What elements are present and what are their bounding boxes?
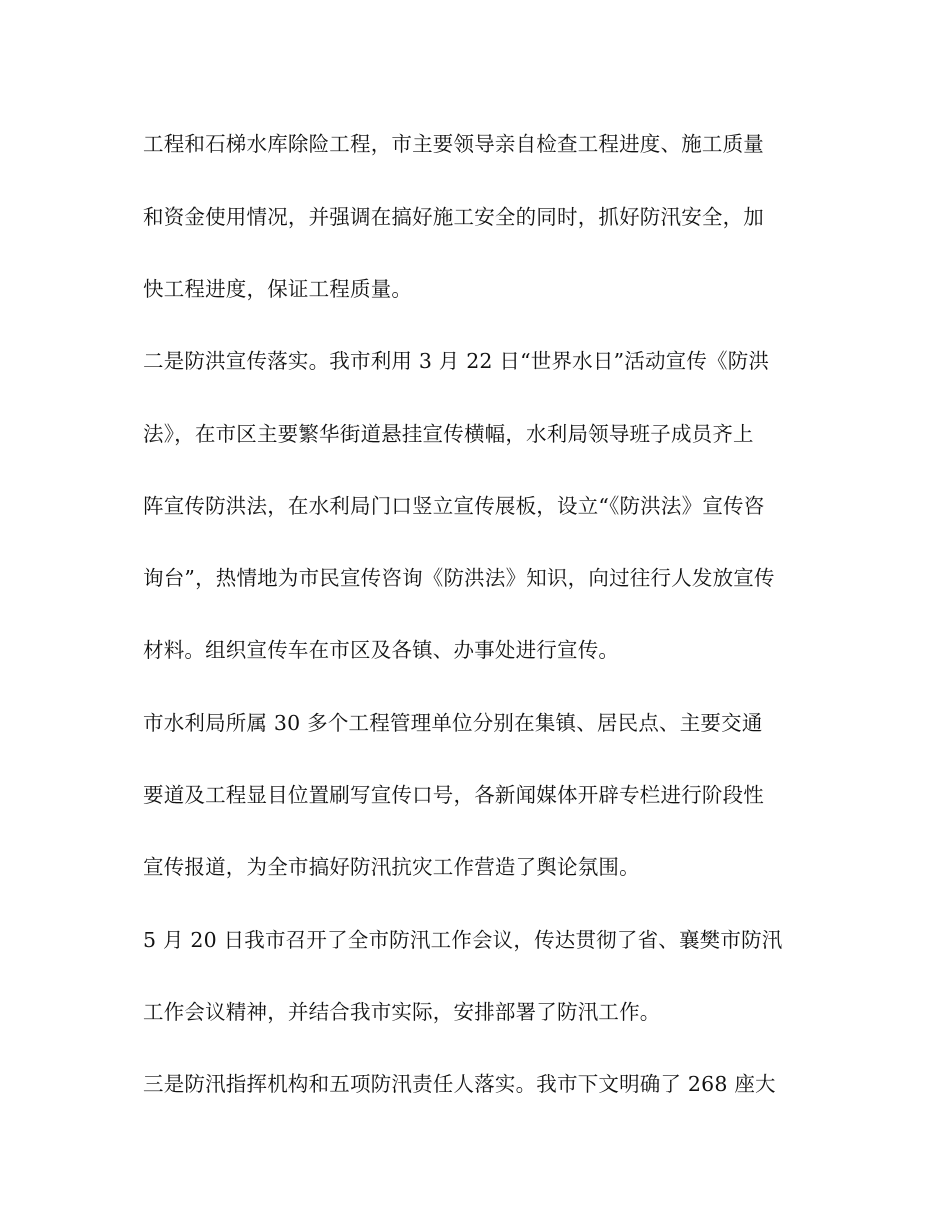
text-line-14: 三是防汛指挥机构和五项防汛责任人落实。我市下文明确了 268 座大	[143, 1072, 776, 1096]
text-line-6: 阵宣传防洪法，在水利局门口竖立宣传展板，设立“《防洪法》宣传咨	[143, 494, 765, 518]
text-line-7: 询台”，热情地为市民宣传咨询《防洪法》知识，向过往行人发放宣传	[143, 566, 775, 590]
text-line-12: 5 月 20 日我市召开了全市防汛工作会议，传达贯彻了省、襄樊市防汛	[143, 928, 783, 952]
text-line-10: 要道及工程显目位置刷写宣传口号，各新闻媒体开辟专栏进行阶段性	[143, 783, 764, 807]
text-line-11: 宣传报道，为全市搞好防汛抗灾工作营造了舆论氛围。	[143, 855, 640, 879]
text-line-2: 和资金使用情况，并强调在搞好施工安全的同时，抓好防汛安全，加	[143, 205, 764, 229]
text-line-5: 法》，在市区主要繁华街道悬挂宣传横幅，水利局领导班子成员齐上	[143, 422, 754, 446]
text-line-9: 市水利局所属 30 多个工程管理单位分别在集镇、居民点、主要交通	[143, 711, 763, 735]
text-line-13: 工作会议精神，并结合我市实际，安排部署了防汛工作。	[143, 1000, 661, 1024]
text-line-3: 快工程进度，保证工程质量。	[143, 277, 413, 301]
text-line-4: 二是防洪宣传落实。我市利用 3 月 22 日“世界水日”活动宣传《防洪	[143, 349, 770, 373]
text-line-8: 材料。组织宣传车在市区及各镇、办事处进行宣传。	[143, 638, 620, 662]
text-line-1: 工程和石梯水库除险工程，市主要领导亲自检查工程进度、施工质量	[143, 132, 764, 156]
